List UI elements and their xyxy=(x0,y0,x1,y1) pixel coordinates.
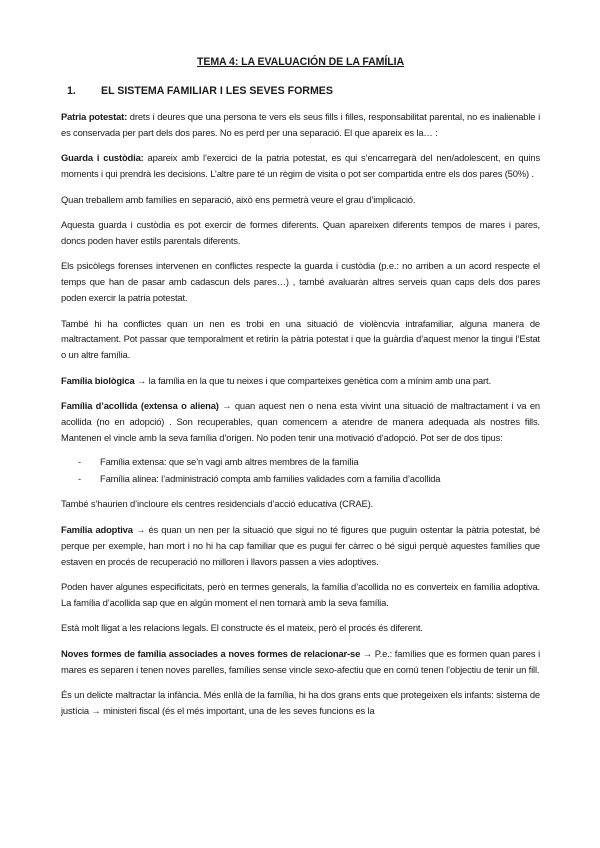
paragraph-text: Quan treballem amb famílies en separació, això ens permetrà veure el grau d’implicació. xyxy=(61,193,416,205)
paragraph-text: drets i deures que una persona te vers els seus fills i filles, responsabilitat parental, no es inalienable i es conservada per part dels dos pares. No es perd per una separació. El que apareix es la… : xyxy=(61,111,541,138)
paragraph xyxy=(61,620,540,636)
paragraph xyxy=(61,217,540,249)
paragraph-patria-potestat xyxy=(61,109,540,141)
term-label: Família biològica xyxy=(61,374,135,386)
paragraph-text: És un delicte maltractar la infància. Més enllà de la família, hi ha dos grans ents que protegeixen els infants: sistema de justícia → ministeri fiscal (és el més important, una de les seves funcions es la xyxy=(61,689,540,716)
dash-bullet: - xyxy=(78,456,81,468)
paragraph-guarda-custodia xyxy=(61,150,540,182)
paragraph-text: → quan aquest nen o nena esta vivint una situació de maltractament i va en acollida (no en adopció) . Son recuperables, quan comencem a atendre de manera adequada als nostres fills. Mantenen el vincle amb la seva família d’origen. No poden tenir una motivació d’adopció. Pot ser de dos tipus: xyxy=(61,400,540,443)
list-item-text: Família alinea: l’administració compta amb families validades com a familia d’acollida xyxy=(100,472,441,484)
paragraph-text: Poden haver algunes especificitats, però en termes generals, la família d’acollida no es converteix en família adoptiva. La família d’acollida sap que en algún moment el nen tornarà amb la seva família. xyxy=(61,581,540,608)
term-label: Família d’acollida (extensa o aliena) xyxy=(61,400,219,412)
section-title: EL SISTEMA FAMILIAR I LES SEVES FORMES xyxy=(101,85,333,97)
term-label: Patria potestat: xyxy=(61,111,128,122)
paragraph xyxy=(61,496,540,512)
section-number: 1. xyxy=(67,85,76,97)
paragraph xyxy=(61,687,540,719)
paragraph-text: → és quan un nen per la situació que sigui no té figures que puguin ostentar la pàtria potestat, bé perque per exemple, han mort i no hi ha cap familiar que es pugui fer càrrec o bé sigui perquè aquestes famílies que estaven en procés de recuperació no milloren i llavors passen a vies adoptives. xyxy=(61,523,541,567)
paragraph-text: Aquesta guarda i custòdia es pot exercir de formes diferents. Quan apareixen diferents tempos de mares i pares, doncs poden haver estils parentals diferents. xyxy=(61,219,540,246)
paragraph-familia-biologica xyxy=(61,373,540,389)
paragraph-text: → la família en la que tu neixes i que comparteixes genètica com a mínim amb una part. xyxy=(134,374,491,386)
term-label: Guarda i custòdia: xyxy=(61,152,144,164)
paragraph-text: També hi ha conflictes quan un nen es trobi en una situació de violèncvia intrafamiliar, alguna manera de maltractament. Pot passar que temporalment et retirin la pàtria potestat i que la guàrdia d’aquest menor la tingui l’Estat o un altre família. xyxy=(61,317,540,361)
paragraph xyxy=(61,192,540,208)
section-heading xyxy=(61,85,540,97)
dash-bullet: - xyxy=(78,472,81,484)
term-label: Família adoptiva xyxy=(61,523,133,535)
page-title: TEMA 4: LA EVALUACIÓN DE LA FAMÍLIA xyxy=(197,56,404,68)
paragraph-familia-acollida xyxy=(61,398,540,446)
paragraph-noves-formes xyxy=(61,646,540,678)
paragraph-text: → P.e.: famílies que es formen quan pares i mares es separen i tenen noves parelles, famílies sense vincle sexo-afectiu que en comú tenen l’objectiu de tenir un fill. xyxy=(61,647,540,675)
term-label: Noves formes de família associades a noves formes de relacionar-se xyxy=(61,647,361,659)
list-item xyxy=(61,454,540,471)
family-types-list xyxy=(61,454,540,487)
list-item xyxy=(61,471,540,488)
list-item-text: Família extensa: que se’n vagi amb altres membres de la família xyxy=(100,456,359,468)
paragraph xyxy=(61,316,540,364)
paragraph-text: apareix amb l’exercici de la patria potestat, es qui s’encarregarà del nen/adolescent, en quins moments i qui prendrà les decisions. L’altre pare té un règim de visita o pot ser compartida entre els dos pares (50%) . xyxy=(61,152,540,180)
paragraph-text: Està molt lligat a les relacions legals. El constructe és el mateix, però el procés és diferent. xyxy=(61,622,423,634)
paragraph xyxy=(61,258,540,306)
paragraph xyxy=(61,579,540,611)
paragraph-text: Els psicòlegs forenses intervenen en conflictes respecte la guarda i custòdia (p.e.: no arriben a un acord respecte el temps que han de pasar amb cadascun dels pares…) , també avaluaràn altres serveis quan caps dels dos pares poden exercir la patria potestat. xyxy=(61,260,540,304)
paragraph-text: També s’haurien d’incloure els centres residencials d’acció educativa (CRAE). xyxy=(61,498,374,510)
paragraph-familia-adoptiva xyxy=(61,522,540,570)
